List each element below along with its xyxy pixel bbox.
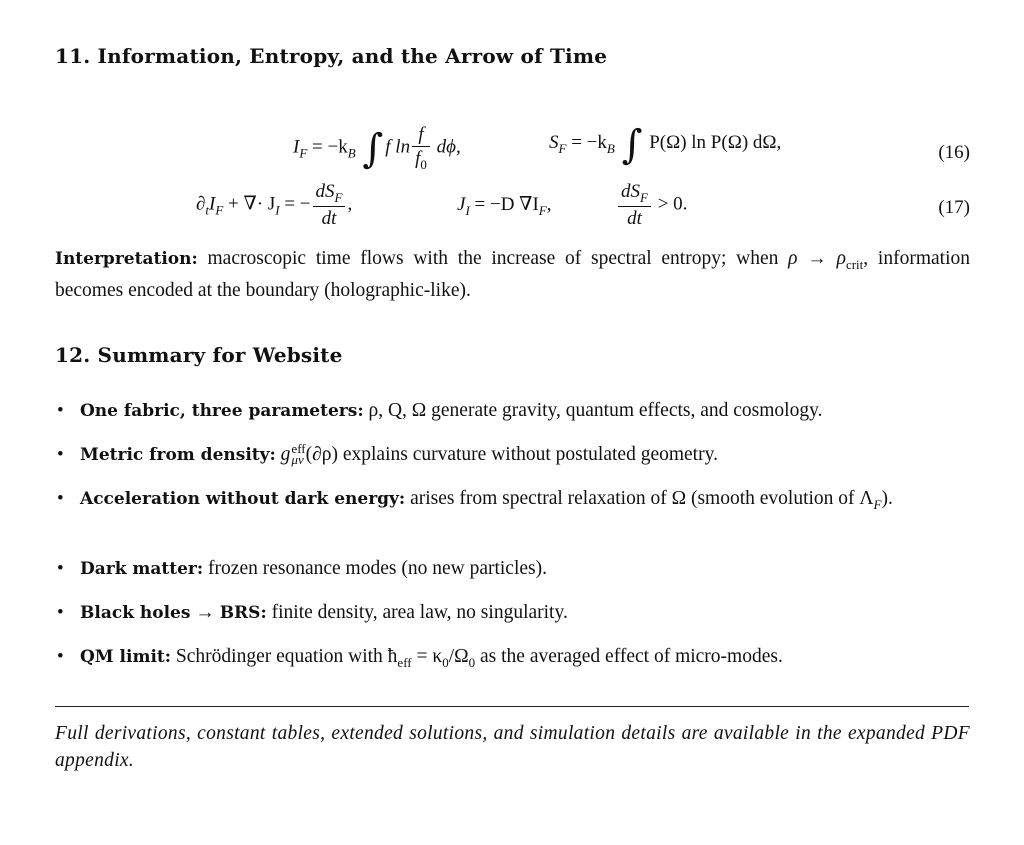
bullet-label: Metric from density: <box>80 445 276 465</box>
eq17-frac2-num-sub: F <box>640 190 648 205</box>
list-item <box>55 644 783 676</box>
eq17-fraction-2 <box>618 182 651 228</box>
eq16-fraction <box>412 125 430 171</box>
list-item <box>55 556 547 582</box>
section-11-heading: 11. Information, Entropy, and the Arrow of Time <box>55 44 608 68</box>
metric-g-sub: μν <box>291 452 304 467</box>
eq16-lhs2: S <box>549 132 559 153</box>
eq16-integrand-post: dϕ, <box>436 136 461 158</box>
eq17-partial-sub: t <box>205 202 210 218</box>
eq17-frac2-den: dt <box>627 208 642 229</box>
arrow-symbol: → <box>190 602 220 623</box>
eq16-frac-den: f <box>415 148 421 169</box>
footnote: Full derivations, constant tables, extended solutions, and simulation details are available in the expanded PDF appendix. <box>55 723 970 771</box>
eq17-partial: ∂ <box>196 193 206 215</box>
eq16-lhs2-sub: F <box>558 141 567 156</box>
rho-crit-sub: crit <box>845 257 864 272</box>
eq17-frac1-den: dt <box>321 208 337 229</box>
bullet-text-end: ). <box>881 488 893 509</box>
equation-16b <box>549 122 782 168</box>
eq16-frac-num: f <box>418 124 424 145</box>
bullet-label: Acceleration without dark energy: <box>80 489 406 509</box>
eq17-J-sub: I <box>275 202 280 218</box>
eq17-I: I <box>209 193 216 215</box>
eq17-equals: = − <box>279 193 311 215</box>
bullet-label: Black holes <box>80 603 191 623</box>
list-item <box>55 398 822 424</box>
eq17-fraction-1 <box>313 182 346 228</box>
bullet-label-b: BRS: <box>219 603 267 623</box>
interpretation-label: Interpretation: <box>55 249 198 269</box>
bullet-icon: • <box>57 400 64 421</box>
eq16-integrand-pre: f ln <box>385 136 411 158</box>
equation-16 <box>293 125 461 171</box>
rho-symbol: ρ <box>788 248 798 269</box>
bullet-icon: • <box>57 558 64 579</box>
interpretation-paragraph <box>55 246 970 304</box>
omega-sub: 0 <box>468 655 476 670</box>
equation-number-16: (16) <box>938 142 970 163</box>
equation-number-17: (17) <box>938 197 970 218</box>
integral-sign-2: ∫ <box>621 122 643 168</box>
eq17-J2-sub: I <box>465 203 470 218</box>
bullet-text: finite density, area law, no singularity. <box>266 602 568 623</box>
eq17-frac1-num-sub: F <box>334 190 343 205</box>
eq17-frac2-num: dS <box>621 181 640 202</box>
metric-g-sup: eff <box>291 441 306 456</box>
lambda-sub: F <box>873 497 882 512</box>
equation-17c <box>616 182 687 228</box>
eq16-lhs1: I <box>293 136 300 158</box>
bullet-icon: • <box>57 444 64 465</box>
bullet-icon: • <box>57 488 64 509</box>
bullet-text: arises from spectral relaxation of Ω (smooth evolution of Λ <box>405 488 874 509</box>
section-12-heading: 12. Summary for Website <box>55 343 343 367</box>
bullet-label: One fabric, three parameters: <box>80 401 364 421</box>
hbar-sub: eff <box>397 655 412 670</box>
list-item <box>55 442 718 468</box>
bullet-icon: • <box>57 646 64 667</box>
eq17-J: J <box>457 194 466 215</box>
bullet-text-b: = κ <box>411 646 443 667</box>
footnote-divider <box>55 706 969 707</box>
list-item <box>55 486 970 518</box>
equation-17b <box>457 195 551 217</box>
eq17-comma2: , <box>546 194 552 215</box>
bullet-label: Dark matter: <box>80 559 204 579</box>
bullet-icon: • <box>57 602 64 623</box>
bullet-text-d: as the averaged effect of micro-modes. <box>475 646 783 667</box>
eq16-rhs1-pre-sub: B <box>347 145 356 161</box>
arrow-symbol: → <box>797 248 837 269</box>
eq16-integrand2: P(Ω) ln P(Ω) dΩ, <box>649 132 782 153</box>
eq17-I-sub: F <box>215 202 224 218</box>
bullet-label: QM limit: <box>80 647 172 667</box>
eq16-lhs1-sub: F <box>299 145 308 161</box>
bullet-text: ρ, Q, Ω generate gravity, quantum effects, and cosmology. <box>363 400 823 421</box>
bullet-text: frozen resonance modes (no new particles). <box>203 558 547 579</box>
eq17-fick-sub: F <box>538 203 547 218</box>
eq17-fick: = −D ∇I <box>469 194 539 215</box>
eq16-rhs2-pre: = −k <box>571 132 607 153</box>
eq16-frac-den-sub: 0 <box>420 157 427 172</box>
integral-sign: ∫ <box>362 126 384 173</box>
bullet-text: Schrödinger equation with ħ <box>171 646 398 667</box>
bullet-text: (∂ρ) explains curvature without postulated geometry. <box>305 444 718 465</box>
list-item <box>55 600 568 626</box>
eq17-div: + ∇· J <box>223 193 276 215</box>
equation-17 <box>196 182 352 228</box>
rho-crit-symbol: ρ <box>836 248 846 269</box>
kappa-sub: 0 <box>442 655 449 670</box>
interpretation-text-b: , information becomes encoded at the boundary (holographic-like). <box>55 248 970 301</box>
interpretation-text-a: macroscopic time flows with the increase of spectral entropy; when <box>197 248 789 269</box>
metric-g: g <box>275 444 291 465</box>
eq16-rhs2-pre-sub: B <box>606 141 615 156</box>
eq17-frac1-num: dS <box>315 181 335 202</box>
bullet-text-c: /Ω <box>448 646 469 667</box>
eq16-rhs1-pre: = −k <box>312 136 348 158</box>
eq17-comma1: , <box>347 193 353 215</box>
eq17-inequality: > 0. <box>652 193 688 215</box>
